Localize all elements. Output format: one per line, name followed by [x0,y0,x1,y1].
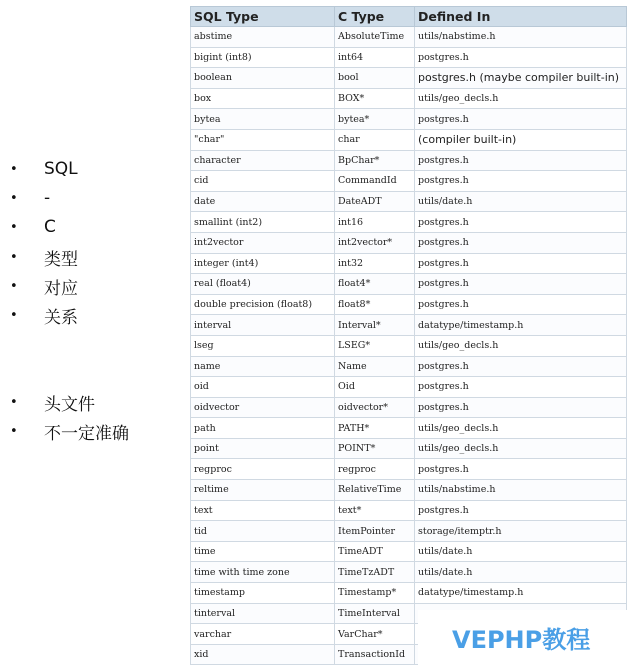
cell-sql-type: boolean [191,68,335,89]
cell-sql-type: timestamp [191,583,335,604]
cell-c-type: int16 [335,212,415,233]
cell-defined-in: postgres.h (maybe compiler built-in) [415,68,627,89]
cell-c-type: char [335,129,415,150]
bullet-item [10,159,78,179]
cell-c-type: PATH* [335,418,415,439]
cell-defined-in: utils/nabstime.h [415,27,627,48]
cell-c-type: TimeTzADT [335,562,415,583]
table-row [191,583,627,604]
cell-sql-type: point [191,438,335,459]
cell-defined-in: postgres.h [415,274,627,295]
cell-sql-type: box [191,88,335,109]
cell-sql-type: bigint (int8) [191,47,335,68]
cell-c-type: Interval* [335,315,415,336]
cell-sql-type: real (float4) [191,274,335,295]
watermark-logo: VEPHP教程 [452,626,591,654]
table-row [191,274,627,295]
table-row [191,521,627,542]
cell-sql-type: lseg [191,335,335,356]
cell-c-type: BpChar* [335,150,415,171]
bullet-item [10,217,56,237]
table-header-row [191,7,627,27]
table-row [191,315,627,336]
bullet-dot: • [10,190,18,206]
cell-c-type: AbsoluteTime [335,27,415,48]
cell-sql-type: date [191,191,335,212]
cell-defined-in: storage/itemptr.h [415,521,627,542]
cell-defined-in: utils/nabstime.h [415,480,627,501]
cell-c-type: Name [335,356,415,377]
bullet-text: 类型 [44,250,78,270]
cell-sql-type: smallint (int2) [191,212,335,233]
cell-sql-type: regproc [191,459,335,480]
cell-defined-in: utils/geo_decls.h [415,335,627,356]
bullet-item [10,390,95,415]
cell-defined-in: postgres.h [415,171,627,192]
cell-sql-type: oid [191,377,335,398]
cell-defined-in: datatype/timestamp.h [415,583,627,604]
cell-c-type: float4* [335,274,415,295]
cell-defined-in: postgres.h [415,397,627,418]
cell-defined-in: postgres.h [415,377,627,398]
table-row [191,377,627,398]
bullet-item [10,303,78,328]
cell-c-type: Oid [335,377,415,398]
table-row [191,109,627,130]
bullet-text: SQL [44,159,78,179]
table-row [191,294,627,315]
cell-defined-in: postgres.h [415,109,627,130]
cell-sql-type: oidvector [191,397,335,418]
cell-sql-type: tid [191,521,335,542]
cell-sql-type: xid [191,644,335,665]
cell-sql-type: interval [191,315,335,336]
bullet-text: - [44,188,51,208]
table-row [191,253,627,274]
bullet-item [10,188,50,208]
cell-defined-in: postgres.h [415,253,627,274]
cell-sql-type: time [191,541,335,562]
table-row [191,47,627,68]
cell-defined-in: postgres.h [415,500,627,521]
cell-sql-type: double precision (float8) [191,294,335,315]
cell-defined-in: utils/date.h [415,541,627,562]
cell-c-type: LSEG* [335,335,415,356]
cell-sql-type: integer (int4) [191,253,335,274]
cell-defined-in: postgres.h [415,47,627,68]
table-row [191,232,627,253]
table-row [191,171,627,192]
header-c-type: C Type [335,7,415,27]
cell-sql-type: cid [191,171,335,192]
table-row [191,88,627,109]
bullet-item [10,245,78,270]
cell-defined-in: datatype/timestamp.h [415,315,627,336]
cell-c-type: oidvector* [335,397,415,418]
bullet-text: 头文件 [44,395,95,415]
bullet-dot: • [10,424,18,439]
cell-c-type: POINT* [335,438,415,459]
cell-sql-type: varchar [191,624,335,645]
cell-sql-type: tinterval [191,603,335,624]
cell-c-type: bytea* [335,109,415,130]
cell-sql-type: bytea [191,109,335,130]
cell-c-type: RelativeTime [335,480,415,501]
cell-sql-type: path [191,418,335,439]
bullet-text: 关系 [44,308,78,328]
cell-c-type: DateADT [335,191,415,212]
table-row [191,500,627,521]
cell-defined-in: utils/geo_decls.h [415,438,627,459]
bullet-dot: • [10,250,18,265]
cell-c-type: Timestamp* [335,583,415,604]
cell-c-type: regproc [335,459,415,480]
table-row [191,459,627,480]
bullet-dot: • [10,161,18,177]
cell-defined-in: utils/geo_decls.h [415,88,627,109]
cell-defined-in: postgres.h [415,212,627,233]
table-row [191,438,627,459]
cell-defined-in: postgres.h [415,232,627,253]
bullet-item [10,274,78,299]
type-mapping-table [190,6,627,665]
table-body [191,27,627,665]
cell-sql-type: reltime [191,480,335,501]
cell-defined-in: postgres.h [415,356,627,377]
bullet-dot: • [10,395,18,410]
table-row [191,68,627,89]
bullet-text: C [44,217,56,237]
cell-c-type: BOX* [335,88,415,109]
cell-c-type: ItemPointer [335,521,415,542]
table-row [191,335,627,356]
bullet-text: 对应 [44,279,78,299]
cell-sql-type: "char" [191,129,335,150]
cell-sql-type: name [191,356,335,377]
table-row [191,129,627,150]
bullet-dot: • [10,219,18,235]
table-row [191,562,627,583]
bullet-text: 不一定准确 [44,424,129,444]
cell-defined-in: (compiler built-in) [415,129,627,150]
cell-defined-in: utils/geo_decls.h [415,418,627,439]
cell-defined-in: postgres.h [415,150,627,171]
table-row [191,541,627,562]
cell-c-type: TransactionId [335,644,415,665]
table-row [191,397,627,418]
header-sql-type: SQL Type [191,7,335,27]
bullet-dot: • [10,279,18,294]
cell-defined-in: postgres.h [415,459,627,480]
cell-c-type: int2vector* [335,232,415,253]
cell-c-type: int64 [335,47,415,68]
cell-c-type: CommandId [335,171,415,192]
table-row [191,356,627,377]
cell-c-type: VarChar* [335,624,415,645]
cell-sql-type: abstime [191,27,335,48]
cell-defined-in: utils/date.h [415,562,627,583]
bullet-dot: • [10,308,18,323]
cell-c-type: int32 [335,253,415,274]
table-row [191,27,627,48]
cell-defined-in: postgres.h [415,294,627,315]
table-row [191,150,627,171]
cell-c-type: TimeInterval [335,603,415,624]
cell-c-type: text* [335,500,415,521]
table-row [191,418,627,439]
header-defined-in: Defined In [415,7,627,27]
table-row [191,191,627,212]
bullet-item [10,419,129,444]
cell-sql-type: text [191,500,335,521]
cell-defined-in: utils/date.h [415,191,627,212]
table-row [191,212,627,233]
cell-sql-type: character [191,150,335,171]
cell-sql-type: time with time zone [191,562,335,583]
cell-c-type: bool [335,68,415,89]
cell-c-type: float8* [335,294,415,315]
cell-sql-type: int2vector [191,232,335,253]
table-row [191,480,627,501]
cell-c-type: TimeADT [335,541,415,562]
